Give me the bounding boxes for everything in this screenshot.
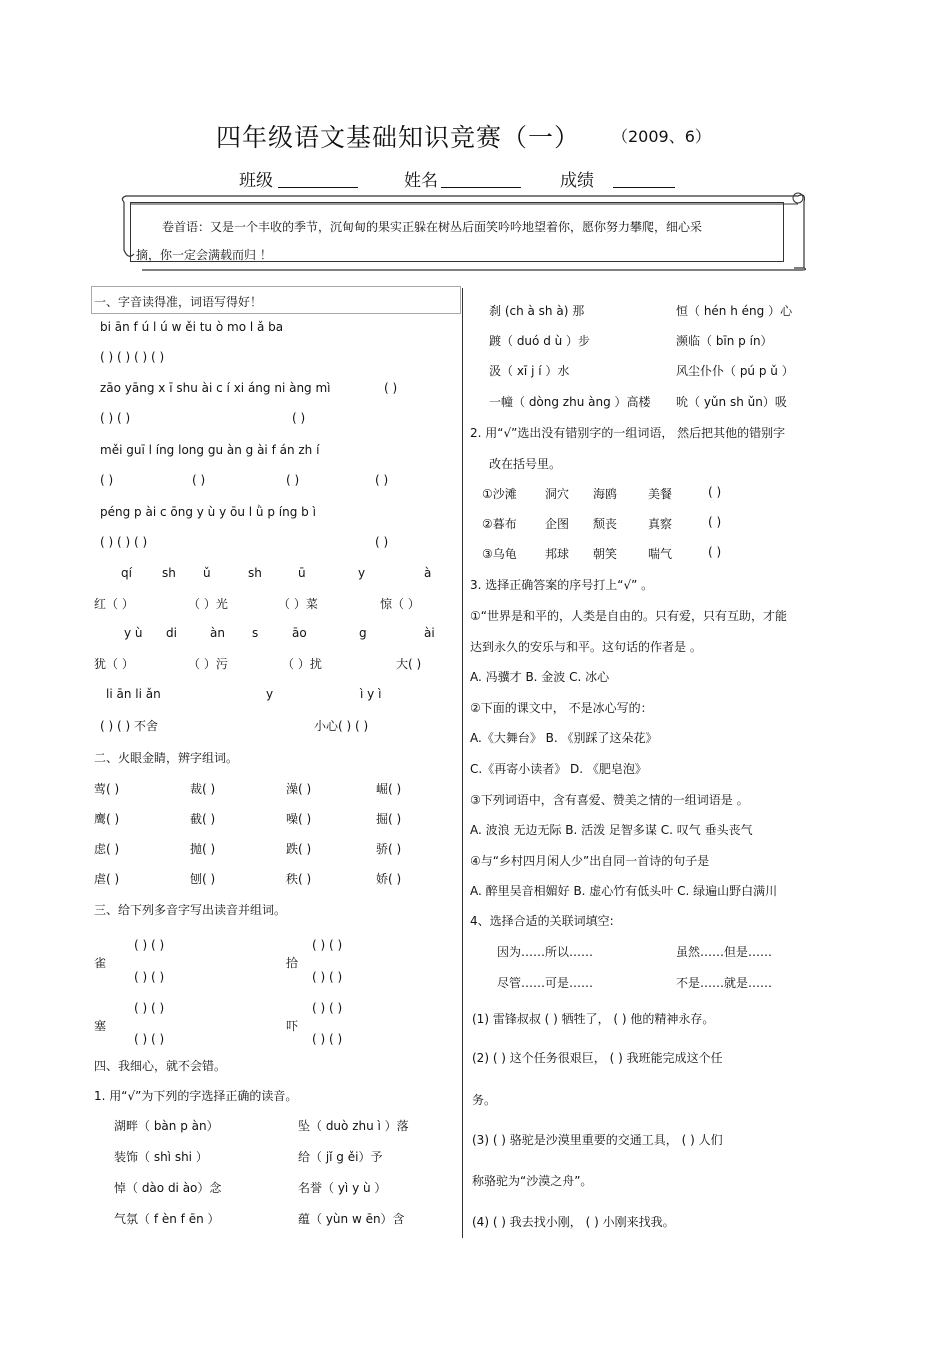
pinyin-row-text: ( ) — [100, 473, 114, 487]
word-blank[interactable]: 虐( ) — [94, 872, 120, 886]
pinyin-row-text: ( ) — [286, 473, 300, 487]
question-2-cont: 改在括号里。 — [489, 457, 562, 471]
word-blank[interactable]: 截( ) — [190, 812, 216, 826]
word-blank[interactable]: 跌( ) — [286, 842, 312, 856]
pinyin-row-text: y ù — [124, 626, 143, 640]
reading-choice[interactable]: 给（ jǐ g ěi）予 — [298, 1150, 383, 1164]
section3-title: 三、给下列多音字写出读音并组词。 — [94, 903, 287, 917]
word-group-item: ②暮布 — [482, 517, 517, 531]
choice-line: C.《再寄小读者》 D. 《肥皂泡》 — [470, 762, 647, 776]
word-group-item: 海鸥 — [593, 487, 618, 501]
polyphone-char: 吓 — [286, 1019, 299, 1033]
exam-date: （2009、6） — [612, 127, 711, 146]
pinyin-row-text: ( ) — [192, 473, 206, 487]
score-label: 成绩 — [560, 171, 594, 191]
word-blank[interactable]: 娇( ) — [376, 872, 402, 886]
pinyin-row-text: y — [358, 566, 366, 580]
pinyin-row-text: měi guī l íng long gu àn g ài f án zh í — [100, 443, 320, 457]
fill-blank-sentence[interactable]: (4) ( ) 我去找小刚， ( ) 小刚来找我。 — [472, 1215, 675, 1229]
question-3: 3. 选择正确答案的序号打上“√” 。 — [470, 578, 654, 592]
pinyin-row-text: zāo yāng x ī shu ài c í xi áng ni àng mì — [100, 381, 331, 395]
pinyin-row-text: ( ) — [384, 381, 398, 395]
page-title: 四年级语文基础知识竞赛（一） — [216, 123, 581, 152]
pinyin-row-text: di — [166, 626, 177, 640]
question-4: 4、选择合适的关联词填空: — [470, 914, 614, 928]
pinyin-row-text: à — [424, 566, 432, 580]
polyphone-paren: ( ) ( ) — [312, 970, 343, 984]
conjunction-option: 虽然……但是…… — [676, 945, 773, 959]
reading-choice[interactable]: 刹 (ch à sh à) 那 — [489, 304, 585, 318]
pinyin-row-text: ( ) ( ) 不舍 — [100, 719, 158, 733]
polyphone-paren: ( ) ( ) — [312, 1001, 343, 1015]
word-blank[interactable]: 噪( ) — [286, 812, 312, 826]
polyphone-paren: ( ) ( ) — [312, 1032, 343, 1046]
name-label: 姓名 — [404, 171, 438, 191]
correction-blank[interactable]: ( ) — [708, 545, 722, 559]
conjunction-option: 不是……就是…… — [676, 976, 773, 990]
word-blank[interactable]: 掘( ) — [376, 812, 402, 826]
word-blank[interactable]: 莺( ) — [94, 782, 120, 796]
fill-blank-sentence[interactable]: (2) ( ) 这个任务很艰巨， ( ) 我班能完成这个任 — [472, 1051, 723, 1065]
choice-line: A.《大舞台》 B. 《别踩了这朵花》 — [470, 731, 658, 745]
reading-choice[interactable]: 一幢（ dòng zhu àng ）高楼 — [489, 395, 651, 409]
class-field[interactable] — [278, 187, 358, 188]
word-blank[interactable]: 抛( ) — [190, 842, 216, 856]
polyphone-char: 雀 — [94, 956, 107, 970]
pinyin-row-text: ( ) — [375, 535, 389, 549]
fill-blank-sentence[interactable]: 务。 — [472, 1093, 497, 1107]
conjunction-option: 尽管……可是…… — [497, 976, 594, 990]
choice-line: 达到永久的安乐与和平。这句话的作者是 。 — [470, 640, 702, 654]
section4-title: 四、我细心，就不会错。 — [94, 1059, 227, 1073]
section2-title: 二、火眼金睛，辨字组词。 — [94, 751, 239, 765]
column-divider — [462, 288, 463, 1238]
choice-line: A. 波浪 无边无际 B. 活泼 足智多谋 C. 叹气 垂头丧气 — [470, 823, 753, 837]
pinyin-row-text: g — [359, 626, 367, 640]
polyphone-paren: ( ) ( ) — [134, 970, 165, 984]
pinyin-row-text: （ ）光 — [188, 597, 228, 611]
word-group-item: 邦球 — [545, 547, 570, 561]
fill-blank-sentence[interactable]: 称骆驼为“沙漠之舟”。 — [472, 1174, 593, 1188]
score-field[interactable] — [613, 187, 675, 188]
choice-line: ②下面的课文中， 不是冰心写的： — [470, 701, 653, 715]
correction-blank[interactable]: ( ) — [708, 485, 722, 499]
pinyin-row-text: āo — [292, 626, 307, 640]
word-blank[interactable]: 鹰( ) — [94, 812, 120, 826]
word-group-item: 喘气 — [648, 547, 673, 561]
pinyin-row-text: ( ) — [375, 473, 389, 487]
pinyin-row-text: sh — [248, 566, 262, 580]
polyphone-paren: ( ) ( ) — [134, 938, 165, 952]
reading-choice[interactable]: 悼（ dào di ào）念 — [114, 1181, 222, 1195]
pinyin-row-text: 惊（ ） — [380, 597, 420, 611]
class-label: 班级 — [239, 171, 273, 191]
word-blank[interactable]: 刨( ) — [190, 872, 216, 886]
pinyin-row-text: ( ) ( ) — [100, 411, 131, 425]
pinyin-row-text: sh — [162, 566, 176, 580]
pinyin-row-text: y — [266, 687, 274, 701]
pinyin-row-text: （ ）污 — [188, 657, 228, 671]
pinyin-row-text: ( ) ( ) ( ) ( ) — [100, 350, 165, 364]
pinyin-row-text: ( ) — [292, 411, 306, 425]
pinyin-row-text: 红（ ） — [94, 597, 134, 611]
pinyin-row-text: （ ）扰 — [282, 657, 322, 671]
reading-choice[interactable]: 踱（ duó d ù ）步 — [489, 334, 591, 348]
reading-choice[interactable]: 恒（ hén h éng ）心 — [676, 304, 793, 318]
choice-line: ①“世界是和平的，人类是自由的。只有爱，只有互助，才能 — [470, 609, 787, 623]
fill-blank-sentence[interactable]: (3) ( ) 骆驼是沙漠里重要的交通工具， ( ) 人们 — [472, 1133, 723, 1147]
word-group-item: 企图 — [545, 517, 570, 531]
word-group-item: 颓丧 — [593, 517, 618, 531]
pinyin-row-text: ( ) ( ) ( ) — [100, 535, 148, 549]
reading-choice[interactable]: 名誉（ yì y ù ） — [298, 1181, 387, 1195]
pinyin-row-text: ì y ì — [360, 687, 382, 701]
polyphone-char: 拾 — [286, 956, 299, 970]
pinyin-row-text: 犹（ ） — [94, 657, 134, 671]
reading-choice[interactable]: 装饰（ shì shi ） — [114, 1150, 208, 1164]
question-2: 2. 用“√”选出没有错别字的一组词语， 然后把其他的错别字 — [470, 426, 786, 440]
reading-choice[interactable]: 蕴（ yùn w ēn）含 — [298, 1212, 405, 1226]
word-group-item: ①沙滩 — [482, 487, 517, 501]
pinyin-row-text: péng p ài c ōng y ù y ōu l ǜ p íng b ì — [100, 505, 316, 519]
name-field[interactable] — [441, 187, 521, 188]
polyphone-paren: ( ) ( ) — [134, 1001, 165, 1015]
pinyin-row-text: s — [252, 626, 259, 640]
choice-line: ④与“乡村四月闲人少”出自同一首诗的句子是 — [470, 854, 710, 868]
word-group-item: 朝笑 — [593, 547, 618, 561]
pinyin-row-text: àn — [210, 626, 225, 640]
pinyin-row-text: ū — [298, 566, 306, 580]
word-blank[interactable]: 骄( ) — [376, 842, 402, 856]
preface-line-2: 摘，你一定会满载而归 ！ — [136, 248, 272, 262]
word-blank[interactable]: 虑( ) — [94, 842, 120, 856]
pinyin-row-text: ǔ — [203, 566, 211, 580]
reading-choice[interactable]: 濒临（ bīn p ín） — [676, 334, 773, 348]
preface-line-1: 卷首语：又是一个丰收的季节，沉甸甸的果实正躲在树丛后面笑吟吟地望着你，愿你努力攀爬，细心采 — [162, 220, 703, 234]
pinyin-row-text: 小心( ) ( ) — [314, 719, 369, 733]
choice-line: ③下列词语中，含有喜爱、赞美之情的一组词语是 。 — [470, 793, 749, 807]
correction-blank[interactable]: ( ) — [708, 515, 722, 529]
reading-choice[interactable]: 汲（ xī j í ）水 — [489, 364, 570, 378]
preface-scroll — [118, 190, 806, 270]
word-group-item: 真察 — [648, 517, 673, 531]
choice-line: A. 醉里吴音相媚好 B. 虚心竹有低头叶 C. 绿遍山野白满川 — [470, 884, 778, 898]
reading-choice[interactable]: 气氛（ f èn f ēn ） — [114, 1212, 220, 1226]
section1-title: 一、字音读得准，词语写得好！ — [94, 295, 263, 309]
conjunction-option: 因为……所以…… — [497, 945, 594, 959]
choice-line: A. 冯骥才 B. 金波 C. 冰心 — [470, 670, 610, 684]
pinyin-row-text: 大( ) — [396, 657, 422, 671]
word-blank[interactable]: 崛( ) — [376, 782, 402, 796]
word-group-item: ③乌龟 — [482, 547, 517, 561]
pinyin-row-text: （ ）菜 — [278, 597, 318, 611]
polyphone-paren: ( ) ( ) — [134, 1032, 165, 1046]
pinyin-row-text: bi ān f ú l ú w ěi tu ò mo l ǎ ba — [100, 320, 284, 334]
word-blank[interactable]: 裁( ) — [190, 782, 216, 796]
pinyin-row-text: li ān li ǎn — [106, 687, 161, 701]
question-1: 1. 用“√”为下列的字选择正确的读音。 — [94, 1089, 298, 1103]
word-blank[interactable]: 秩( ) — [286, 872, 312, 886]
pinyin-row-text: qí — [121, 566, 132, 580]
reading-choice[interactable]: 吮（ yǔn sh ǔn）吸 — [676, 395, 787, 409]
word-blank[interactable]: 澡( ) — [286, 782, 312, 796]
pinyin-row-text: ài — [424, 626, 435, 640]
fill-blank-sentence[interactable]: (1) 雷锋叔叔 ( ) 牺牲了， ( ) 他的精神永存。 — [472, 1012, 715, 1026]
reading-choice[interactable]: 湖畔（ bàn p àn） — [114, 1119, 219, 1133]
word-group-item: 美餐 — [648, 487, 673, 501]
reading-choice[interactable]: 风尘仆仆（ pú p ǔ ） — [676, 364, 794, 378]
word-group-item: 洞穴 — [545, 487, 570, 501]
reading-choice[interactable]: 坠（ duò zhu ì ）落 — [298, 1119, 409, 1133]
polyphone-char: 塞 — [94, 1019, 107, 1033]
polyphone-paren: ( ) ( ) — [312, 938, 343, 952]
